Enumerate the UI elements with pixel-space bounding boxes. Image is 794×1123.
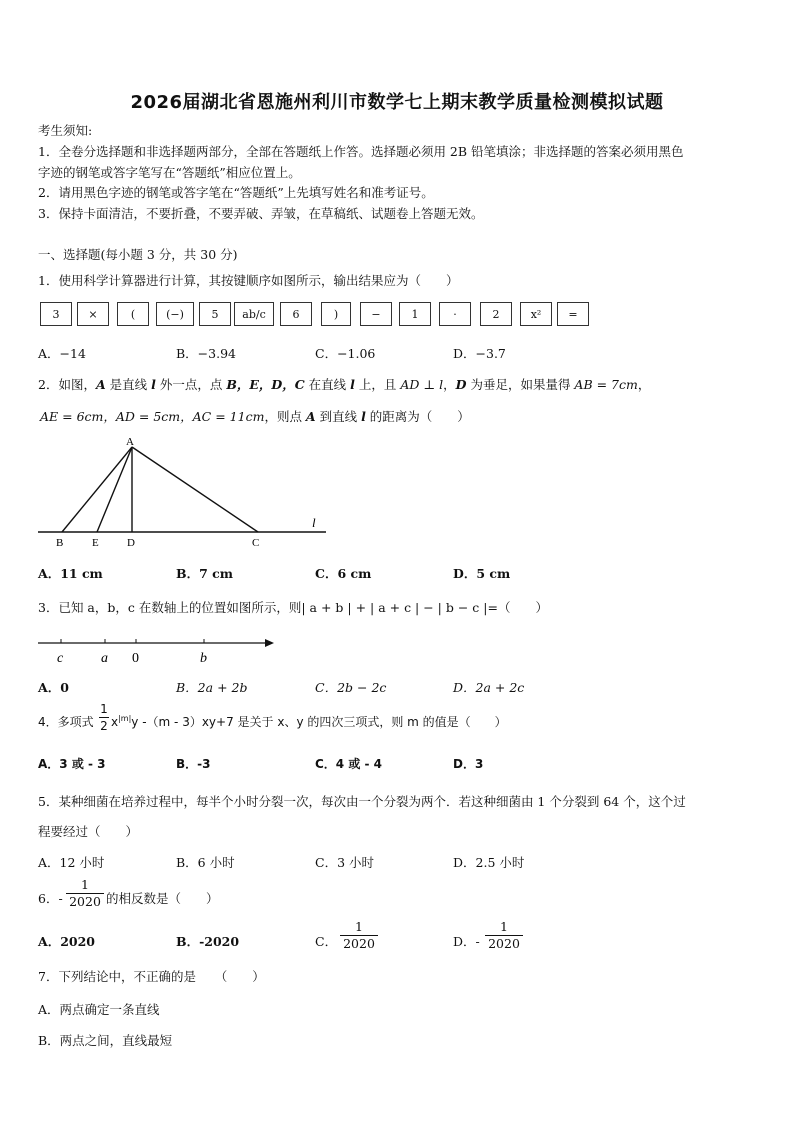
- calc-key: ·: [439, 302, 471, 326]
- q3-option-b: B．2a + 2b: [176, 680, 248, 695]
- q5-option-a: A．12 小时: [38, 855, 105, 870]
- q4-option-b: B．-3: [176, 757, 211, 771]
- notice-item-1: 1．全卷分选择题和非选择题两部分，全部在答题纸上作答。选择题必须用 2B 铅笔填涂；非选择题的答案必须用黑色: [38, 144, 684, 159]
- label-c: c: [57, 651, 64, 666]
- q4-option-a: A．3 或 - 3: [38, 757, 106, 771]
- label-b: b: [200, 651, 207, 666]
- calc-key: x²: [520, 302, 552, 326]
- q6-frac-denominator: 2020: [69, 894, 101, 909]
- calc-key: −: [360, 302, 392, 326]
- q1-option-d: D．−3.7: [453, 346, 506, 361]
- segment-ab: [62, 447, 132, 532]
- calc-key: 5: [199, 302, 231, 326]
- notice-item-2: 2．请用黑色字迹的钢笔或答字笔在“答题纸”上先填写姓名和准考证号。: [38, 185, 434, 200]
- section-heading: 一、选择题(每小题 3 分，共 30 分): [38, 247, 238, 262]
- calc-key: 1: [399, 302, 431, 326]
- q7-option-a: A．两点确定一条直线: [38, 1002, 160, 1017]
- calc-key: ab/c: [234, 302, 274, 326]
- calc-key: ×: [77, 302, 109, 326]
- notice-item-3: 3．保持卡面清洁，不要折叠，不要弄破、弄皱，在草稿纸、试题卷上答题无效。: [38, 206, 484, 221]
- label-l: l: [312, 515, 316, 530]
- q6-option-c-fraction: [340, 920, 378, 951]
- q5-stem-line-1: 5．某种细菌在培养过程中，每半个小时分裂一次，每次由一个分裂为两个．若这种细菌由 1 个分裂到 64 个，这个过: [38, 794, 686, 809]
- q5-option-d: D．2.5 小时: [453, 855, 525, 870]
- q2-figure: [36, 434, 336, 554]
- notice-heading: 考生须知:: [38, 123, 93, 138]
- q2-option-c: C．6 cm: [315, 566, 372, 581]
- q4-stem-b: $x^{|m|}y$ -（m - 3）xy+7 是关于 x、y 的四次三项式，则 m 的值是（ ）: [111, 714, 507, 729]
- label-d: D: [127, 537, 135, 549]
- q6-option-b: B．-2020: [176, 934, 240, 949]
- q4-stem-a: 4．多项式: [38, 715, 94, 729]
- q6-frac-numerator: 1: [81, 877, 89, 892]
- calc-key: (−): [156, 302, 194, 326]
- page-title: 2026届湖北省恩施州利川市数学七上期末教学质量检测模拟试题: [130, 92, 664, 113]
- q2-option-a: A．11 cm: [38, 566, 103, 581]
- q4-option-c: C．4 或 - 4: [315, 757, 383, 771]
- q6-option-c-label: C．: [315, 934, 338, 949]
- q2-stem-line-2: AE = 6cm，AD = 5cm，AC = 11cm，则点 A 到直线 l 的距离为（ ）: [40, 409, 470, 424]
- q6-option-d-label: D．-: [453, 934, 480, 949]
- q2-option-d: D．5 cm: [453, 566, 511, 581]
- calc-key: =: [557, 302, 589, 326]
- calc-key: 3: [40, 302, 72, 326]
- q4-frac-denominator: 2: [100, 719, 108, 733]
- q6-option-d-denominator: 2020: [488, 936, 520, 951]
- q6-option-c-denominator: 2020: [343, 936, 375, 951]
- q4-frac-numerator: 1: [100, 702, 108, 716]
- q2-stem-line-1: 2．如图，A 是直线 l 外一点，点 B，E，D，C 在直线 l 上，且 AD ⊥ l，D 为垂足，如果量得 AB = 7cm，: [38, 377, 651, 392]
- q6-stem-a: 6．-: [38, 891, 63, 906]
- q6-option-c-numerator: 1: [355, 919, 363, 934]
- q5-option-b: B．6 小时: [176, 855, 235, 870]
- q6-option-d-fraction: [485, 920, 523, 951]
- calc-key: (: [117, 302, 149, 326]
- arrow-right-icon: [265, 639, 274, 647]
- notice-item-1-cont: 字迹的钢笔或答字笔写在“答题纸”相应位置上。: [38, 165, 301, 180]
- q1-option-c: C．−1.06: [315, 346, 376, 361]
- calc-key: 2: [480, 302, 512, 326]
- label-e: E: [92, 537, 99, 549]
- q2-option-b: B．7 cm: [176, 566, 233, 581]
- q6-option-a: A．2020: [38, 934, 95, 949]
- label-zero: 0: [132, 651, 139, 666]
- calc-key: ): [321, 302, 351, 326]
- q1-stem: 1．使用科学计算器进行计算，其按键顺序如图所示，输出结果应为（ ）: [38, 273, 459, 288]
- q6-fraction: [66, 878, 104, 909]
- q3-option-a: A．0: [38, 680, 69, 695]
- q7-option-b: B．两点之间，直线最短: [38, 1033, 173, 1048]
- q6-stem-b: 的相反数是（ ）: [106, 891, 219, 906]
- q7-stem: 7．下列结论中，不正确的是 （ ）: [38, 969, 265, 984]
- label-b: B: [56, 537, 64, 549]
- q5-option-c: C．3 小时: [315, 855, 374, 870]
- segment-ae: [97, 447, 132, 532]
- q4-option-d: D．3: [453, 757, 484, 771]
- q3-number-line: [36, 632, 286, 668]
- segment-ac: [132, 447, 258, 532]
- q3-option-c: C．2b − 2c: [315, 680, 387, 695]
- q5-stem-line-2: 程要经过（ ）: [38, 824, 139, 839]
- calc-key: 6: [280, 302, 312, 326]
- q1-option-b: B．−3.94: [176, 346, 236, 361]
- q1-option-a: A．−14: [38, 346, 86, 361]
- label-c: C: [252, 537, 260, 549]
- q4-fraction: [99, 702, 109, 733]
- label-a: a: [101, 651, 108, 666]
- label-a: A: [126, 436, 134, 448]
- q6-option-d-numerator: 1: [500, 919, 508, 934]
- q3-stem: 3．已知 a，b，c 在数轴上的位置如图所示，则| a + b | + | a + c | − | b − c |=（ ）: [38, 600, 548, 615]
- q3-option-d: D．2a + 2c: [453, 680, 525, 695]
